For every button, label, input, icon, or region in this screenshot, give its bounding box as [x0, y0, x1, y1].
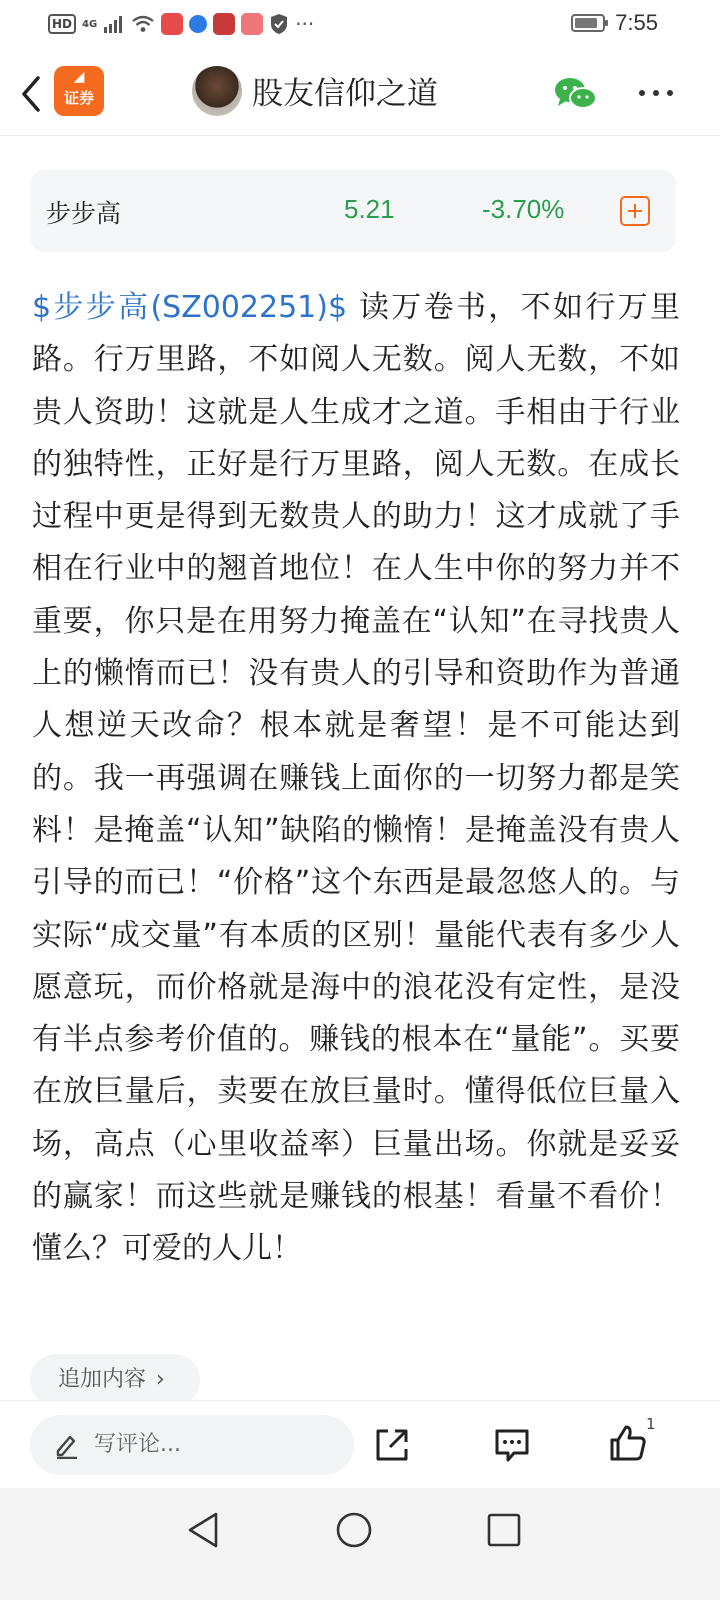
stock-tag-link[interactable]: $步步高(SZ002251)$ — [32, 290, 348, 325]
back-arrow-icon[interactable] — [16, 74, 46, 114]
notification-app-icon — [189, 15, 207, 33]
pen-icon — [54, 1431, 80, 1459]
stock-name: 步步高 — [46, 199, 122, 228]
system-home-icon[interactable] — [334, 1510, 374, 1550]
post-text: 读万卷书，不如行万里路。行万里路，不如阅人无数。阅人无数，不如贵人资助！这就是人生成才之道。手相由于行业的独特性，正好是行万里路，阅人无数。在成长过程中更是得到无数贵人的助力！这才成就了手相在行业中的翘首地位！在人生中你的努力并不重要，你只是在用努力掩盖在“认知”在寻找贵人上的懒惰而已！没有贵人的引导和资助作为普通人想逆天改命？根本就是奢望！是不可能达到的。我一再强调在赚钱上面你的一切努力都是笑料！是掩盖“认知”缺陷的懒惰！是掩盖没有贵人引导的而已！“价格”这个东西是最忽悠人的。与实际“成交量”有本质的区别！量能代表有多少人愿意玩，而价格就是海中的浪花没有定性，是没有半点参考价值的。赚钱的根本在“量能”。买要在放巨量后，卖要在放巨量时。懂得低位巨量入场，高点（心里收益率）巨量出场。你就是妥妥的赢家！而这些就是赚钱的根基！看量不看价！懂么？可爱的人儿！ — [32, 290, 680, 1267]
system-recents-icon[interactable] — [484, 1510, 524, 1550]
signal-icon — [103, 15, 125, 33]
hd-indicator: HD — [48, 14, 76, 34]
add-to-watchlist-icon[interactable] — [620, 196, 650, 226]
status-right — [571, 10, 658, 36]
top-nav-bar — [0, 50, 720, 136]
system-nav-bar — [0, 1488, 720, 1600]
comment-icon[interactable] — [492, 1425, 532, 1465]
author-avatar[interactable] — [192, 66, 242, 116]
system-back-icon[interactable] — [184, 1510, 224, 1550]
share-icon[interactable] — [372, 1425, 412, 1465]
append-content-label: 追加内容 — [58, 1367, 147, 1392]
app-logo-icon: ◢ — [73, 69, 85, 85]
bottom-action-bar — [0, 1400, 720, 1488]
post-content — [32, 282, 680, 1276]
append-content-button[interactable] — [30, 1354, 200, 1406]
comment-input[interactable] — [30, 1415, 354, 1475]
author-name[interactable]: 股友信仰之道 — [252, 76, 438, 112]
chevron-right-icon: › — [156, 1367, 165, 1392]
more-options-icon[interactable] — [636, 78, 676, 108]
more-notifications-icon: ··· — [295, 12, 315, 36]
notification-app-icon — [241, 13, 263, 35]
wechat-share-icon[interactable] — [552, 74, 598, 114]
app-badge[interactable] — [54, 66, 104, 116]
clock: 7:55 — [615, 10, 658, 35]
app-badge-label: 证券 — [63, 89, 94, 107]
notification-app-icon — [161, 13, 183, 35]
wifi-icon — [131, 15, 155, 33]
notification-app-icon — [213, 13, 235, 35]
stock-price: 5.21 — [344, 194, 395, 224]
thumbs-up-icon[interactable] — [608, 1423, 648, 1463]
like-count: 1 — [646, 1415, 656, 1433]
battery-level — [575, 18, 597, 28]
network-type: 4G — [82, 18, 98, 30]
status-icons — [48, 12, 314, 36]
shield-icon — [269, 13, 289, 35]
stock-quote-card[interactable] — [30, 170, 676, 252]
stock-change-percent: -3.70% — [482, 194, 565, 224]
comment-placeholder: 写评论... — [94, 1432, 181, 1457]
status-bar — [0, 0, 720, 50]
battery-icon — [571, 14, 605, 32]
